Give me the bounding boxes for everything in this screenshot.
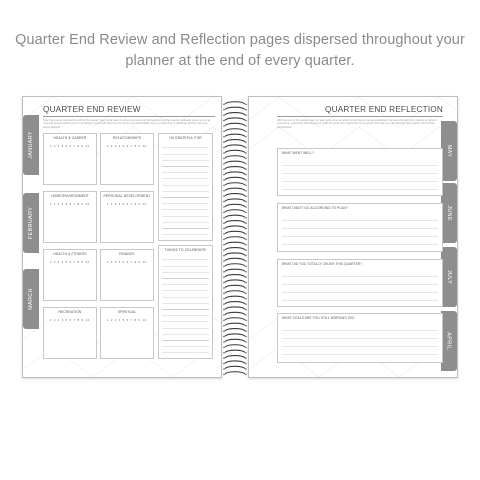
binding-hole bbox=[245, 212, 247, 214]
spiral-coil bbox=[225, 194, 245, 196]
binding-hole bbox=[223, 309, 225, 311]
spiral-coil bbox=[225, 372, 245, 374]
spiral-coil bbox=[225, 134, 245, 136]
spiral-coil bbox=[225, 350, 245, 352]
reflection-question-box[interactable]: WHAT DID YOU TOTALLY CRUSH THIS QUARTER? bbox=[277, 259, 443, 307]
binding-hole bbox=[223, 298, 225, 300]
page-intro: Now that you've reached the end of the quarter (yay!) look back on where you stood at the beginning of the quarter. Evaluate where you're at now and assess where you've improved or stood still. Don't be too hard on yourself! Make sure you take time to celebrate all that you have accomplished! bbox=[43, 119, 211, 129]
binding-hole bbox=[223, 287, 225, 289]
grateful-for-box[interactable]: I'M GRATEFUL FOR bbox=[158, 133, 213, 241]
binding-hole bbox=[245, 125, 247, 127]
binding-hole bbox=[245, 120, 247, 122]
rating-scale: 1 2 3 4 5 6 7 8 9 10 bbox=[106, 202, 148, 206]
binding-hole bbox=[223, 120, 225, 122]
spiral-coil bbox=[225, 118, 245, 120]
binding-hole bbox=[245, 152, 247, 154]
binding-hole bbox=[223, 201, 225, 203]
binding-hole bbox=[245, 179, 247, 181]
binding-hole bbox=[223, 368, 225, 370]
binding-hole bbox=[245, 347, 247, 349]
binding-hole bbox=[245, 341, 247, 343]
tab-march[interactable]: MARCH bbox=[23, 269, 39, 329]
spiral-coil bbox=[225, 312, 245, 314]
binding-hole bbox=[223, 282, 225, 284]
spiral-coil bbox=[225, 356, 245, 358]
tab-june[interactable]: JUNE bbox=[441, 183, 457, 243]
binding-hole bbox=[223, 185, 225, 187]
tab-february[interactable]: FEBRUARY bbox=[23, 193, 39, 253]
binding-hole bbox=[223, 314, 225, 316]
binding-hole bbox=[245, 168, 247, 170]
reflection-header bbox=[277, 105, 443, 131]
binding-hole bbox=[245, 368, 247, 370]
spiral-coil bbox=[225, 145, 245, 147]
binding-hole bbox=[245, 222, 247, 224]
spiral-coil bbox=[225, 307, 245, 309]
binding-hole bbox=[245, 217, 247, 219]
page-intro: With the end of the quarter upon us take some time to reflect on all that you've accomplished. Go back through your planner to refresh yourself on everything that happened, both the good and maybe the not so good. This way you can start the new quarter with a fresh perspective! bbox=[277, 119, 437, 129]
binding-hole bbox=[223, 374, 225, 376]
spiral-coil bbox=[225, 161, 245, 163]
spiral-coil bbox=[225, 215, 245, 217]
binding-hole bbox=[245, 185, 247, 187]
month-tabs-left bbox=[23, 107, 39, 369]
binding-hole bbox=[245, 266, 247, 268]
binding-hole bbox=[223, 212, 225, 214]
caption-line-2: planner at the end of every quarter. bbox=[125, 53, 355, 69]
binding-hole bbox=[245, 320, 247, 322]
review-grid bbox=[43, 133, 215, 365]
binding-hole bbox=[245, 228, 247, 230]
tab-july[interactable]: JULY bbox=[441, 247, 457, 307]
tab-may[interactable]: MAY bbox=[441, 121, 457, 181]
page-title: QUARTER END REFLECTION bbox=[277, 105, 443, 117]
binding-hole bbox=[245, 303, 247, 305]
binding-hole bbox=[223, 190, 225, 192]
binding-hole bbox=[223, 276, 225, 278]
binding-hole bbox=[245, 141, 247, 143]
review-header bbox=[43, 105, 215, 131]
spiral-binding bbox=[222, 100, 248, 376]
spiral-coil bbox=[225, 226, 245, 228]
binding-hole bbox=[245, 325, 247, 327]
spiral-coil bbox=[225, 231, 245, 233]
binding-hole bbox=[223, 222, 225, 224]
binding-hole bbox=[245, 147, 247, 149]
spiral-coil bbox=[225, 323, 245, 325]
binding-hole bbox=[245, 131, 247, 133]
binding-hole bbox=[245, 114, 247, 116]
binding-hole bbox=[245, 104, 247, 106]
rating-scale: 1 2 3 4 5 6 7 8 9 10 bbox=[106, 144, 148, 148]
binding-hole bbox=[223, 239, 225, 241]
binding-hole bbox=[223, 320, 225, 322]
binding-hole bbox=[245, 314, 247, 316]
reflection-question-box[interactable]: WHAT GOALS ARE YOU STILL WORKING ON? bbox=[277, 313, 443, 363]
binding-hole bbox=[245, 298, 247, 300]
binding-hole bbox=[245, 287, 247, 289]
binding-hole bbox=[245, 206, 247, 208]
rating-scale: 1 2 3 4 5 6 7 8 9 10 bbox=[106, 260, 148, 264]
binding-hole bbox=[223, 104, 225, 106]
binding-hole bbox=[245, 336, 247, 338]
spiral-coil bbox=[225, 291, 245, 293]
spiral-coil bbox=[225, 258, 245, 260]
binding-hole bbox=[245, 190, 247, 192]
binding-hole bbox=[245, 249, 247, 251]
spiral-coil bbox=[225, 302, 245, 304]
binding-hole bbox=[245, 260, 247, 262]
binding-hole bbox=[223, 330, 225, 332]
spiral-coil bbox=[225, 123, 245, 125]
spiral-coil bbox=[225, 339, 245, 341]
binding-hole bbox=[245, 244, 247, 246]
reflection-question-box[interactable]: WHAT DIDN'T GO ACCORDING TO PLAN? bbox=[277, 203, 443, 252]
writing-lines bbox=[162, 142, 209, 238]
quarter-end-reflection-page bbox=[248, 96, 458, 378]
binding-hole bbox=[223, 244, 225, 246]
spiral-coil bbox=[225, 107, 245, 109]
binding-hole bbox=[223, 168, 225, 170]
spiral-coil bbox=[225, 102, 245, 104]
binding-hole bbox=[245, 174, 247, 176]
spiral-coil bbox=[225, 318, 245, 320]
binding-hole bbox=[223, 249, 225, 251]
binding-hole bbox=[223, 179, 225, 181]
category-box[interactable]: HEALTH & CAREER 1 2 3 4 5 6 7 8 9 10 bbox=[43, 133, 97, 185]
spiral-coil bbox=[225, 248, 245, 250]
binding-hole bbox=[245, 363, 247, 365]
binding-hole bbox=[245, 271, 247, 273]
binding-hole bbox=[245, 255, 247, 257]
spiral-coil bbox=[225, 210, 245, 212]
spiral-coil bbox=[225, 242, 245, 244]
binding-hole bbox=[223, 357, 225, 359]
binding-hole bbox=[245, 330, 247, 332]
binding-hole bbox=[223, 131, 225, 133]
spiral-coil bbox=[225, 329, 245, 331]
tab-january[interactable]: JANUARY bbox=[23, 115, 39, 175]
binding-hole bbox=[223, 125, 225, 127]
binding-hole bbox=[223, 255, 225, 257]
category-box[interactable]: RECREATION 1 2 3 4 5 6 7 8 9 10 bbox=[43, 307, 97, 359]
spiral-coil bbox=[225, 221, 245, 223]
tab-april[interactable]: APRIL bbox=[441, 311, 457, 371]
writing-lines bbox=[282, 323, 438, 360]
spiral-coil bbox=[225, 183, 245, 185]
binding-hole bbox=[223, 228, 225, 230]
spiral-coil bbox=[225, 366, 245, 368]
binding-hole bbox=[245, 136, 247, 138]
binding-hole bbox=[223, 303, 225, 305]
binding-hole bbox=[223, 271, 225, 273]
binding-hole bbox=[223, 141, 225, 143]
quarter-end-review-page bbox=[22, 96, 222, 378]
binding-hole bbox=[223, 352, 225, 354]
binding-hole bbox=[223, 336, 225, 338]
binding-hole bbox=[223, 109, 225, 111]
spiral-coil bbox=[225, 167, 245, 169]
category-box[interactable]: RELATIONSHIPS 1 2 3 4 5 6 7 8 9 10 bbox=[100, 133, 154, 185]
binding-hole bbox=[223, 147, 225, 149]
spiral-coil bbox=[225, 129, 245, 131]
binding-hole bbox=[223, 347, 225, 349]
binding-hole bbox=[245, 239, 247, 241]
binding-hole bbox=[223, 174, 225, 176]
spiral-coil bbox=[225, 285, 245, 287]
binding-hole bbox=[245, 276, 247, 278]
binding-hole bbox=[245, 357, 247, 359]
category-box[interactable]: HOME/ENVIRONMENT 1 2 3 4 5 6 7 8 9 10 bbox=[43, 191, 97, 243]
binding-hole bbox=[223, 233, 225, 235]
binding-hole bbox=[223, 325, 225, 327]
spiral-coil bbox=[225, 150, 245, 152]
binding-hole bbox=[245, 293, 247, 295]
caption-line-1: Quarter End Review and Reflection pages dispersed throughout your bbox=[15, 32, 465, 48]
rating-scale: 1 2 3 4 5 6 7 8 9 10 bbox=[49, 318, 91, 322]
spiral-coil bbox=[225, 264, 245, 266]
binding-hole bbox=[223, 217, 225, 219]
month-tabs-right bbox=[441, 107, 457, 369]
writing-lines bbox=[282, 158, 438, 193]
binding-hole bbox=[223, 363, 225, 365]
binding-hole bbox=[223, 293, 225, 295]
binding-hole bbox=[223, 341, 225, 343]
spiral-coil bbox=[225, 177, 245, 179]
binding-hole bbox=[245, 374, 247, 376]
planner-spread bbox=[22, 96, 458, 378]
spiral-coil bbox=[225, 334, 245, 336]
category-box[interactable]: FINANCE 1 2 3 4 5 6 7 8 9 10 bbox=[100, 249, 154, 301]
binding-hole bbox=[223, 163, 225, 165]
category-box[interactable]: SPIRITUAL 1 2 3 4 5 6 7 8 9 10 bbox=[100, 307, 154, 359]
binding-hole bbox=[223, 136, 225, 138]
spiral-coil bbox=[225, 113, 245, 115]
rating-scale: 1 2 3 4 5 6 7 8 9 10 bbox=[49, 202, 91, 206]
binding-hole bbox=[223, 206, 225, 208]
spiral-coil bbox=[225, 204, 245, 206]
writing-lines bbox=[162, 254, 209, 356]
binding-hole bbox=[223, 260, 225, 262]
spiral-coil bbox=[225, 156, 245, 158]
category-box[interactable]: PERSONAL DEVELOPMENT 1 2 3 4 5 6 7 8 9 10 bbox=[100, 191, 154, 243]
binding-hole bbox=[223, 266, 225, 268]
spiral-coil bbox=[225, 199, 245, 201]
binding-hole bbox=[245, 352, 247, 354]
spiral-coil bbox=[225, 237, 245, 239]
binding-hole bbox=[223, 158, 225, 160]
spiral-coil bbox=[225, 253, 245, 255]
binding-hole bbox=[245, 233, 247, 235]
spiral-coil bbox=[225, 275, 245, 277]
spiral-coil bbox=[225, 188, 245, 190]
rating-scale: 1 2 3 4 5 6 7 8 9 10 bbox=[106, 318, 148, 322]
binding-hole bbox=[223, 152, 225, 154]
binding-hole bbox=[223, 114, 225, 116]
writing-lines bbox=[282, 269, 438, 304]
spiral-coil bbox=[225, 140, 245, 142]
page-title: QUARTER END REVIEW bbox=[43, 105, 215, 117]
spiral-coil bbox=[225, 269, 245, 271]
binding-hole bbox=[245, 163, 247, 165]
binding-hole bbox=[245, 282, 247, 284]
binding-hole bbox=[245, 201, 247, 203]
spiral-coil bbox=[225, 361, 245, 363]
rating-scale: 1 2 3 4 5 6 7 8 9 10 bbox=[49, 144, 91, 148]
spiral-coil bbox=[225, 280, 245, 282]
spiral-coil bbox=[225, 172, 245, 174]
things-to-celebrate-box[interactable]: THINGS TO CELEBRATE! bbox=[158, 245, 213, 359]
rating-scale: 1 2 3 4 5 6 7 8 9 10 bbox=[49, 260, 91, 264]
writing-lines bbox=[282, 213, 438, 249]
category-box[interactable]: HEALTH & FITNESS 1 2 3 4 5 6 7 8 9 10 bbox=[43, 249, 97, 301]
caption bbox=[0, 30, 480, 72]
binding-hole bbox=[245, 158, 247, 160]
spiral-coil bbox=[225, 345, 245, 347]
binding-hole bbox=[245, 195, 247, 197]
reflection-question-box[interactable]: WHAT WENT WELL? bbox=[277, 148, 443, 196]
binding-hole bbox=[245, 109, 247, 111]
binding-hole bbox=[223, 195, 225, 197]
binding-hole bbox=[245, 309, 247, 311]
spiral-coil bbox=[225, 296, 245, 298]
